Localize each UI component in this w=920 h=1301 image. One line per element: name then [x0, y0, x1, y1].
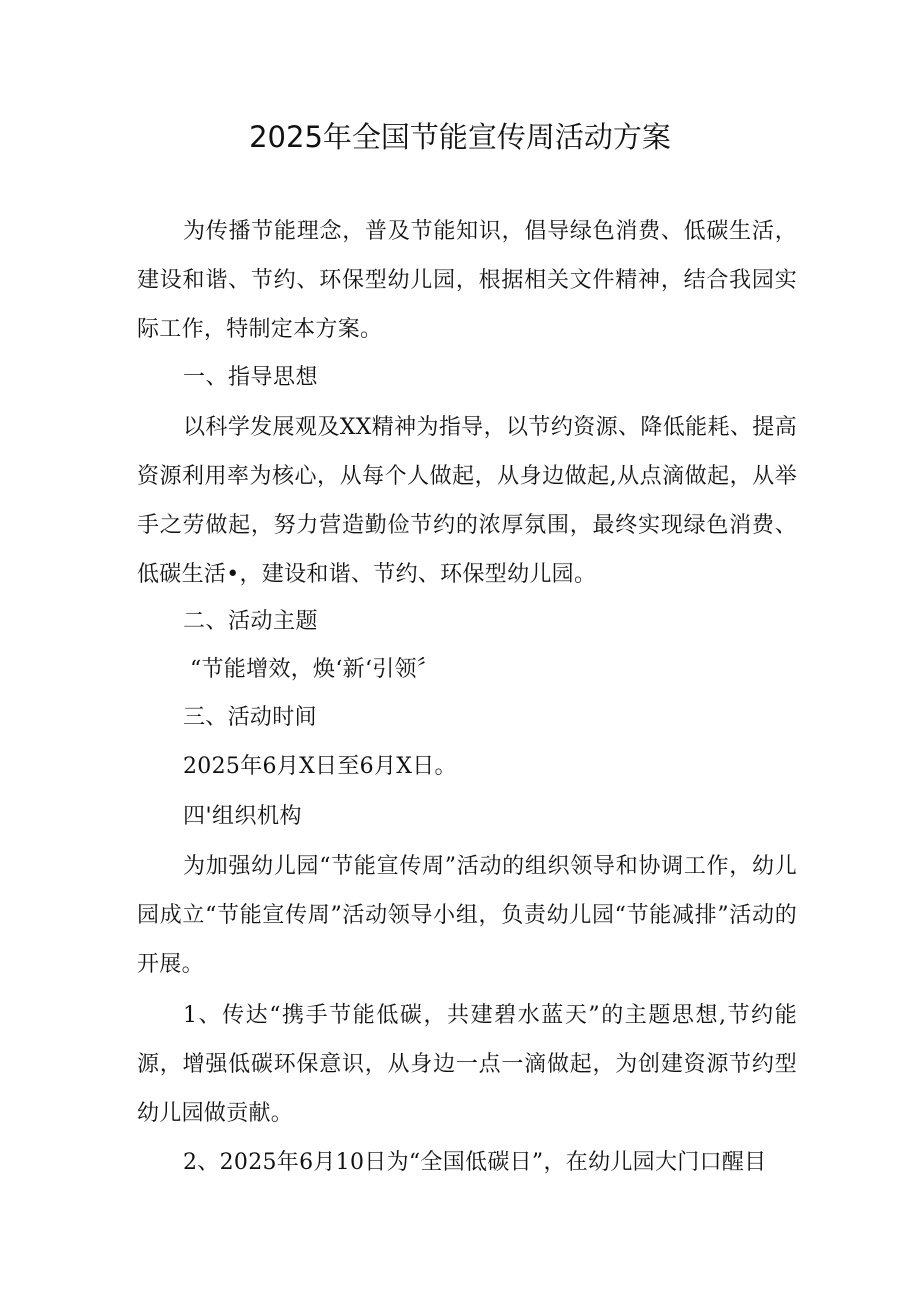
- document-title: 2025年全国节能宣传周活动方案: [249, 120, 671, 154]
- organization-item-2: 2、2025年6月10日为“全国低碳日”，在幼儿园大门口醒目: [183, 1150, 767, 1175]
- activity-theme-text: “节能增效，焕‘新‘引领〞: [190, 657, 440, 682]
- organization-paragraph: 为加强幼儿园“节能宣传周”活动的组织领导和协调工作，幼儿园成立“节能宣传周”活动领导小组，负责幼儿园“节能减排”活动的开展。: [137, 854, 797, 977]
- guiding-ideology-paragraph: 以科学发展观及XX精神为指导，以节约资源、降低能耗、提高资源利用率为核心，从每个人做起，从身边做起,从点滴做起，从举手之劳做起，努力营造勤俭节约的浓厚氛围，最终实现绿色消费、低碳生活•，建设和谐、节约、环保型幼儿园。: [137, 415, 797, 587]
- section-heading-activity-time: 三、活动时间: [183, 705, 317, 730]
- section-heading-organization: 四'组织机构: [183, 804, 303, 829]
- activity-time-text: 2025年6月X日至6月X日。: [183, 754, 457, 779]
- section-heading-activity-theme: 二、活动主题: [183, 609, 319, 634]
- organization-item-1: 1、传达“携手节能低碳，共建碧水蓝天”的主题思想,节约能源，增强低碳环保意识，从身边一点一滴做起，为创建资源节约型幼儿园做贡献。: [137, 1003, 797, 1126]
- section-heading-guiding-ideology: 一、指导思想: [183, 365, 319, 390]
- intro-paragraph: 为传播节能理念，普及节能知识，倡导绿色消费、低碳生活，建设和谐、节约、环保型幼儿园，根据相关文件精神，结合我园实际工作，特制定本方案。: [137, 219, 797, 342]
